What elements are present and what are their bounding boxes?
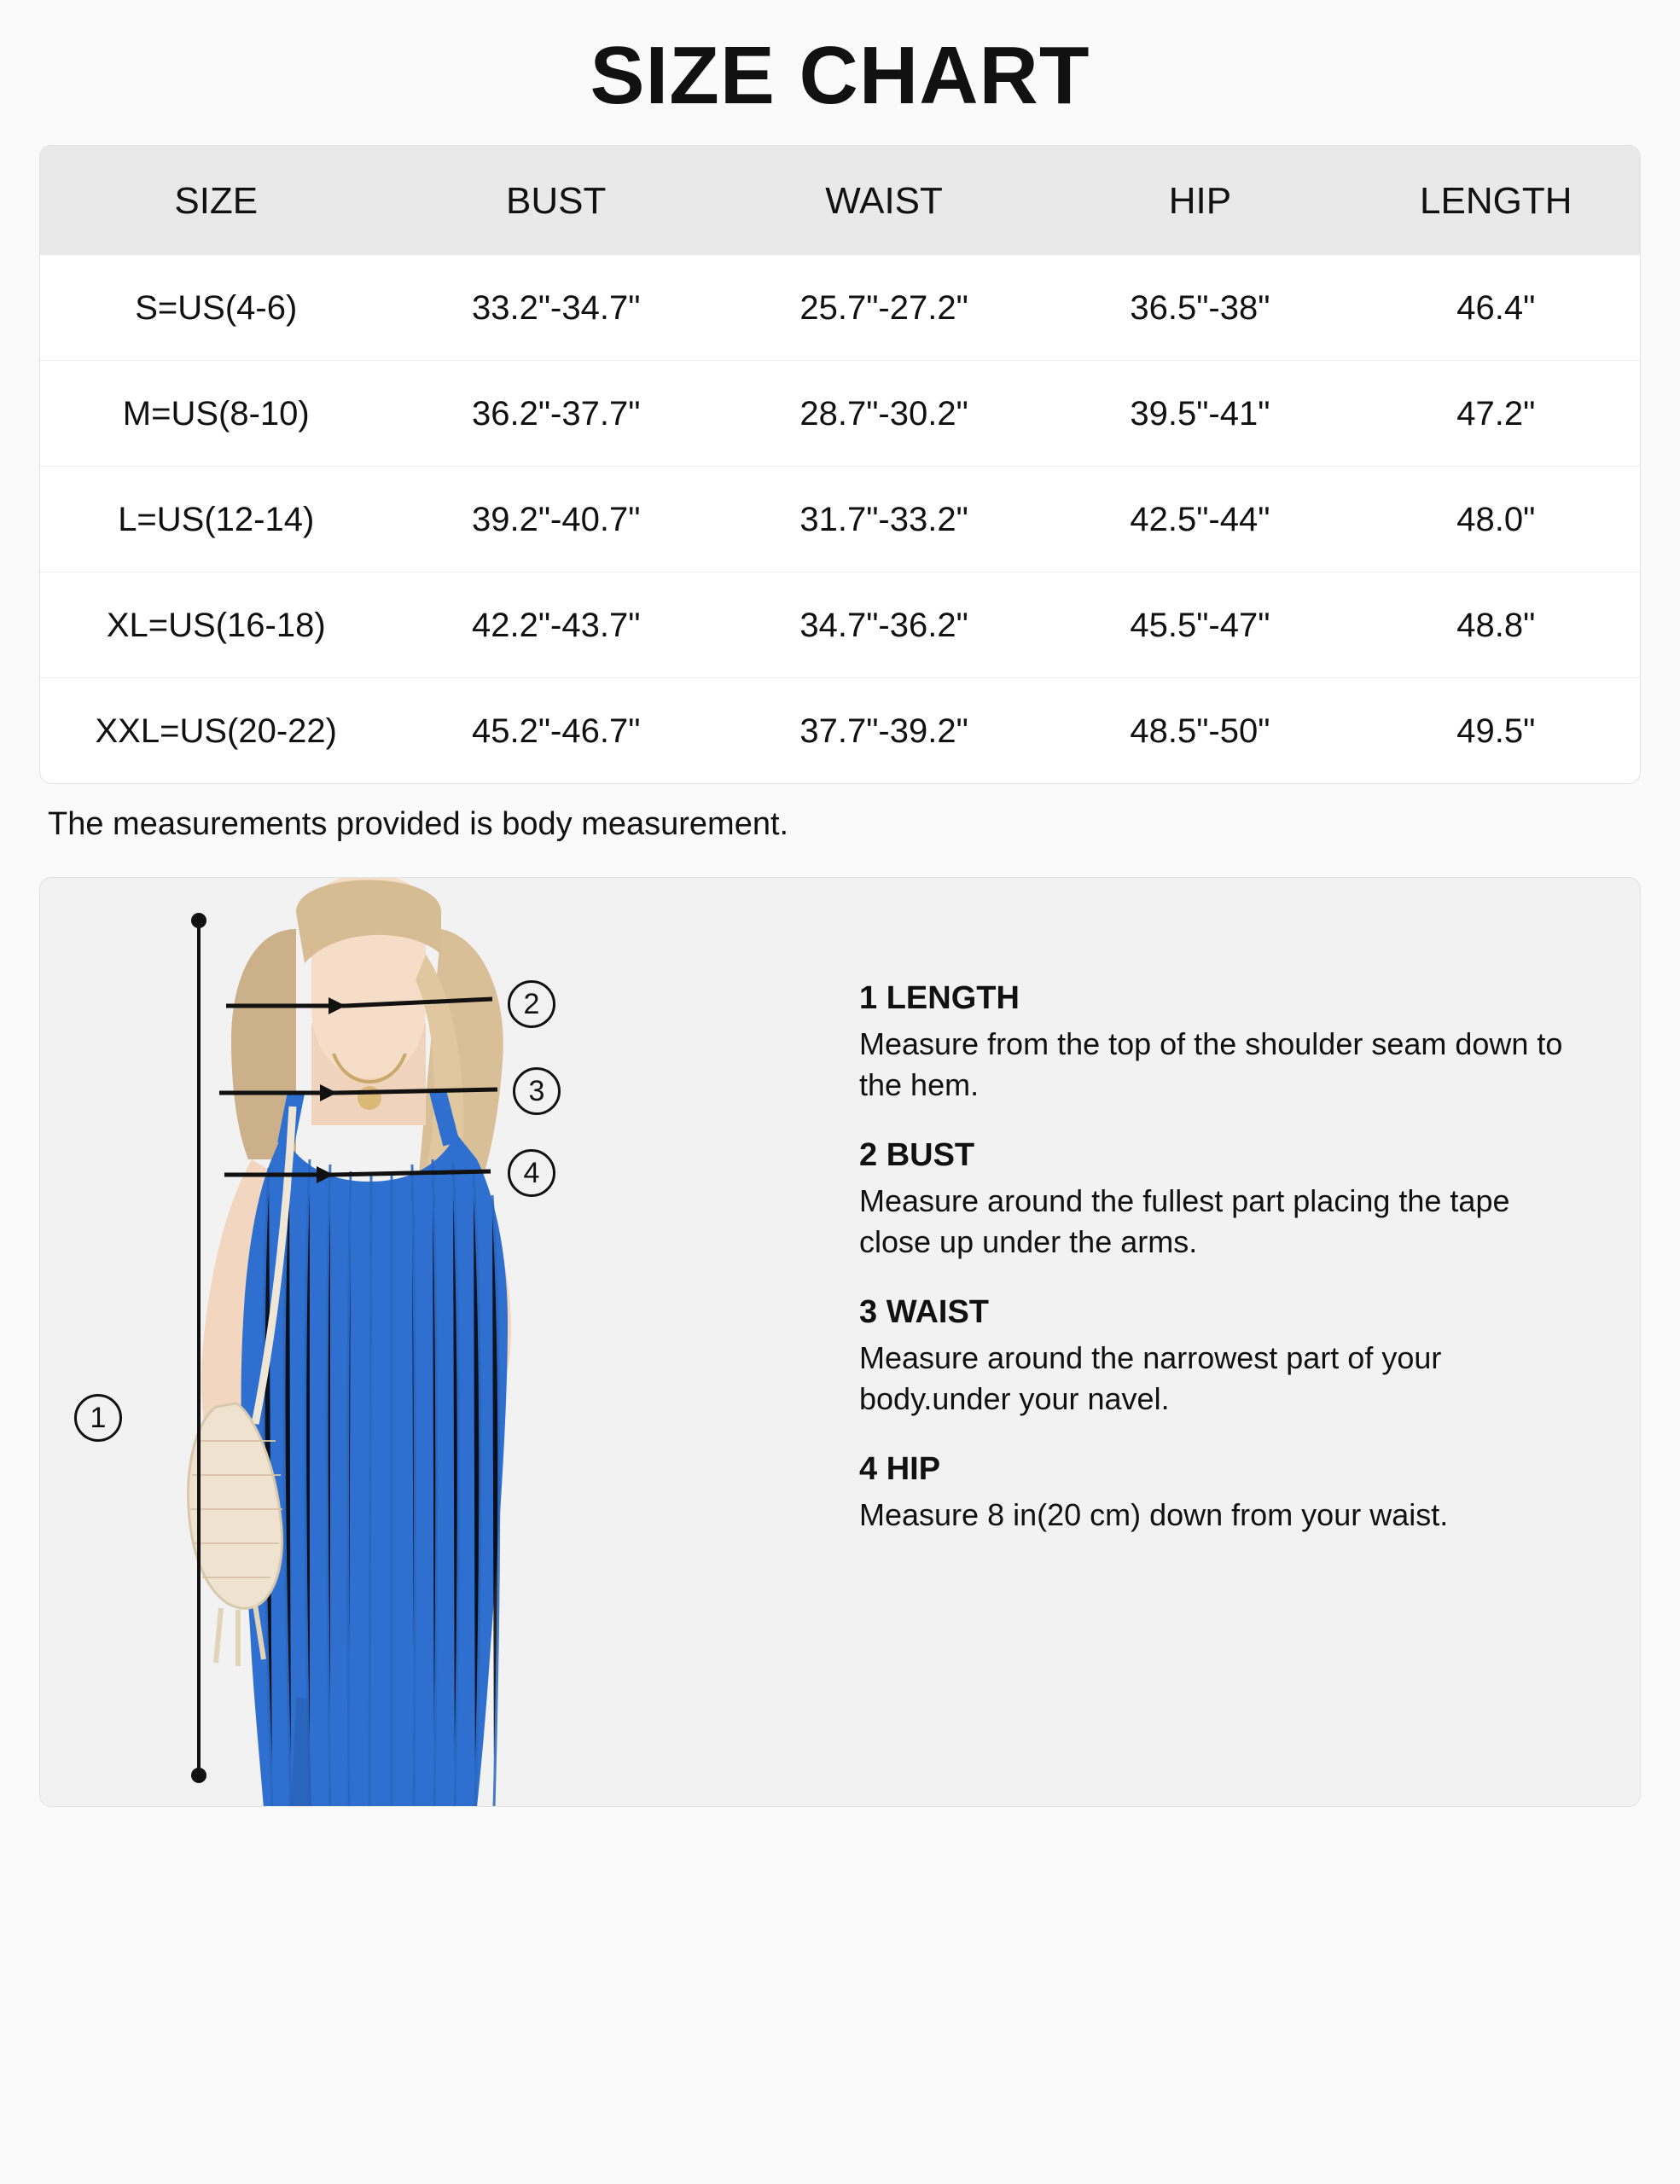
guide-item-bust [859,1137,1589,1262]
guide-item-waist [859,1294,1589,1419]
cell-waist: 31.7"-33.2" [720,467,1048,572]
table-row [40,467,1640,572]
guide-heading: 4 HIP [859,1451,941,1488]
cell-waist: 25.7"-27.2" [799,289,968,327]
guide-body: Measure around the narrowest part of your body.under your navel. [859,1340,1442,1416]
cell-length: 46.4" [1456,289,1536,327]
column-header-hip: HIP [1048,146,1352,255]
guide-item-length [859,980,1589,1105]
cell-size: L=US(12-14) [40,467,392,572]
column-header-bust: BUST [392,146,720,255]
length-line-bottom-dot [191,1768,206,1783]
model-illustration [40,878,825,1806]
cell-bust: 42.2"-43.7" [392,572,720,678]
table-header-row [40,146,1640,255]
cell-length: 48.0" [1352,467,1641,572]
table-row [40,255,1640,361]
guide-body: Measure from the top of the shoulder seam down to the hem. [859,1026,1563,1102]
guide-heading: 1 LENGTH [859,980,1020,1016]
measurement-instructions [825,878,1640,1806]
callout-1-length [74,1394,122,1442]
callout-3-waist [513,1067,561,1115]
cell-bust: 33.2"-34.7" [471,289,641,327]
guide-heading: 3 WAIST [859,1294,990,1331]
cell-length: 49.5" [1352,678,1641,784]
table-row [40,361,1640,467]
callout-1-label: 1 [90,1401,107,1434]
cell-size: S=US(4-6) [135,289,298,327]
cell-hip: 39.5"-41" [1048,361,1352,467]
size-chart-table [40,146,1640,783]
size-chart-table-card [39,145,1641,784]
guide-body: Measure 8 in(20 cm) down from your waist. [859,1497,1449,1533]
cell-size: XXL=US(20-22) [40,678,392,784]
cell-bust: 39.2"-40.7" [392,467,720,572]
cell-hip: 45.5"-47" [1048,572,1352,678]
cell-size: M=US(8-10) [40,361,392,467]
cell-hip: 48.5"-50" [1048,678,1352,784]
cell-waist: 34.7"-36.2" [720,572,1048,678]
callout-3-label: 3 [528,1074,545,1107]
measurement-guide-card [39,877,1641,1807]
measurement-callouts-svg [40,878,825,1807]
callout-2-bust [508,980,555,1028]
cell-hip: 42.5"-44" [1048,467,1352,572]
cell-length: 47.2" [1352,361,1641,467]
table-row [40,678,1640,784]
callout-2-label: 2 [523,987,540,1020]
guide-heading: 2 BUST [859,1137,975,1174]
callout-4-hip [508,1149,555,1197]
column-header-waist: WAIST [720,146,1048,255]
cell-hip: 36.5"-38" [1130,289,1270,327]
guide-item-hip [859,1451,1589,1536]
table-row [40,572,1640,678]
measurement-note: The measurements provided is body measurement. [48,806,789,842]
column-header-length: LENGTH [1352,146,1641,255]
cell-length: 48.8" [1352,572,1641,678]
page-title: SIZE CHART [590,30,1090,121]
cell-bust: 36.2"-37.7" [392,361,720,467]
cell-bust: 45.2"-46.7" [392,678,720,784]
cell-waist: 37.7"-39.2" [720,678,1048,784]
callout-4-label: 4 [523,1156,540,1189]
guide-body: Measure around the fullest part placing the tape close up under the arms. [859,1183,1510,1259]
column-header-size: SIZE [40,146,392,255]
cell-size: XL=US(16-18) [40,572,392,678]
cell-waist: 28.7"-30.2" [720,361,1048,467]
